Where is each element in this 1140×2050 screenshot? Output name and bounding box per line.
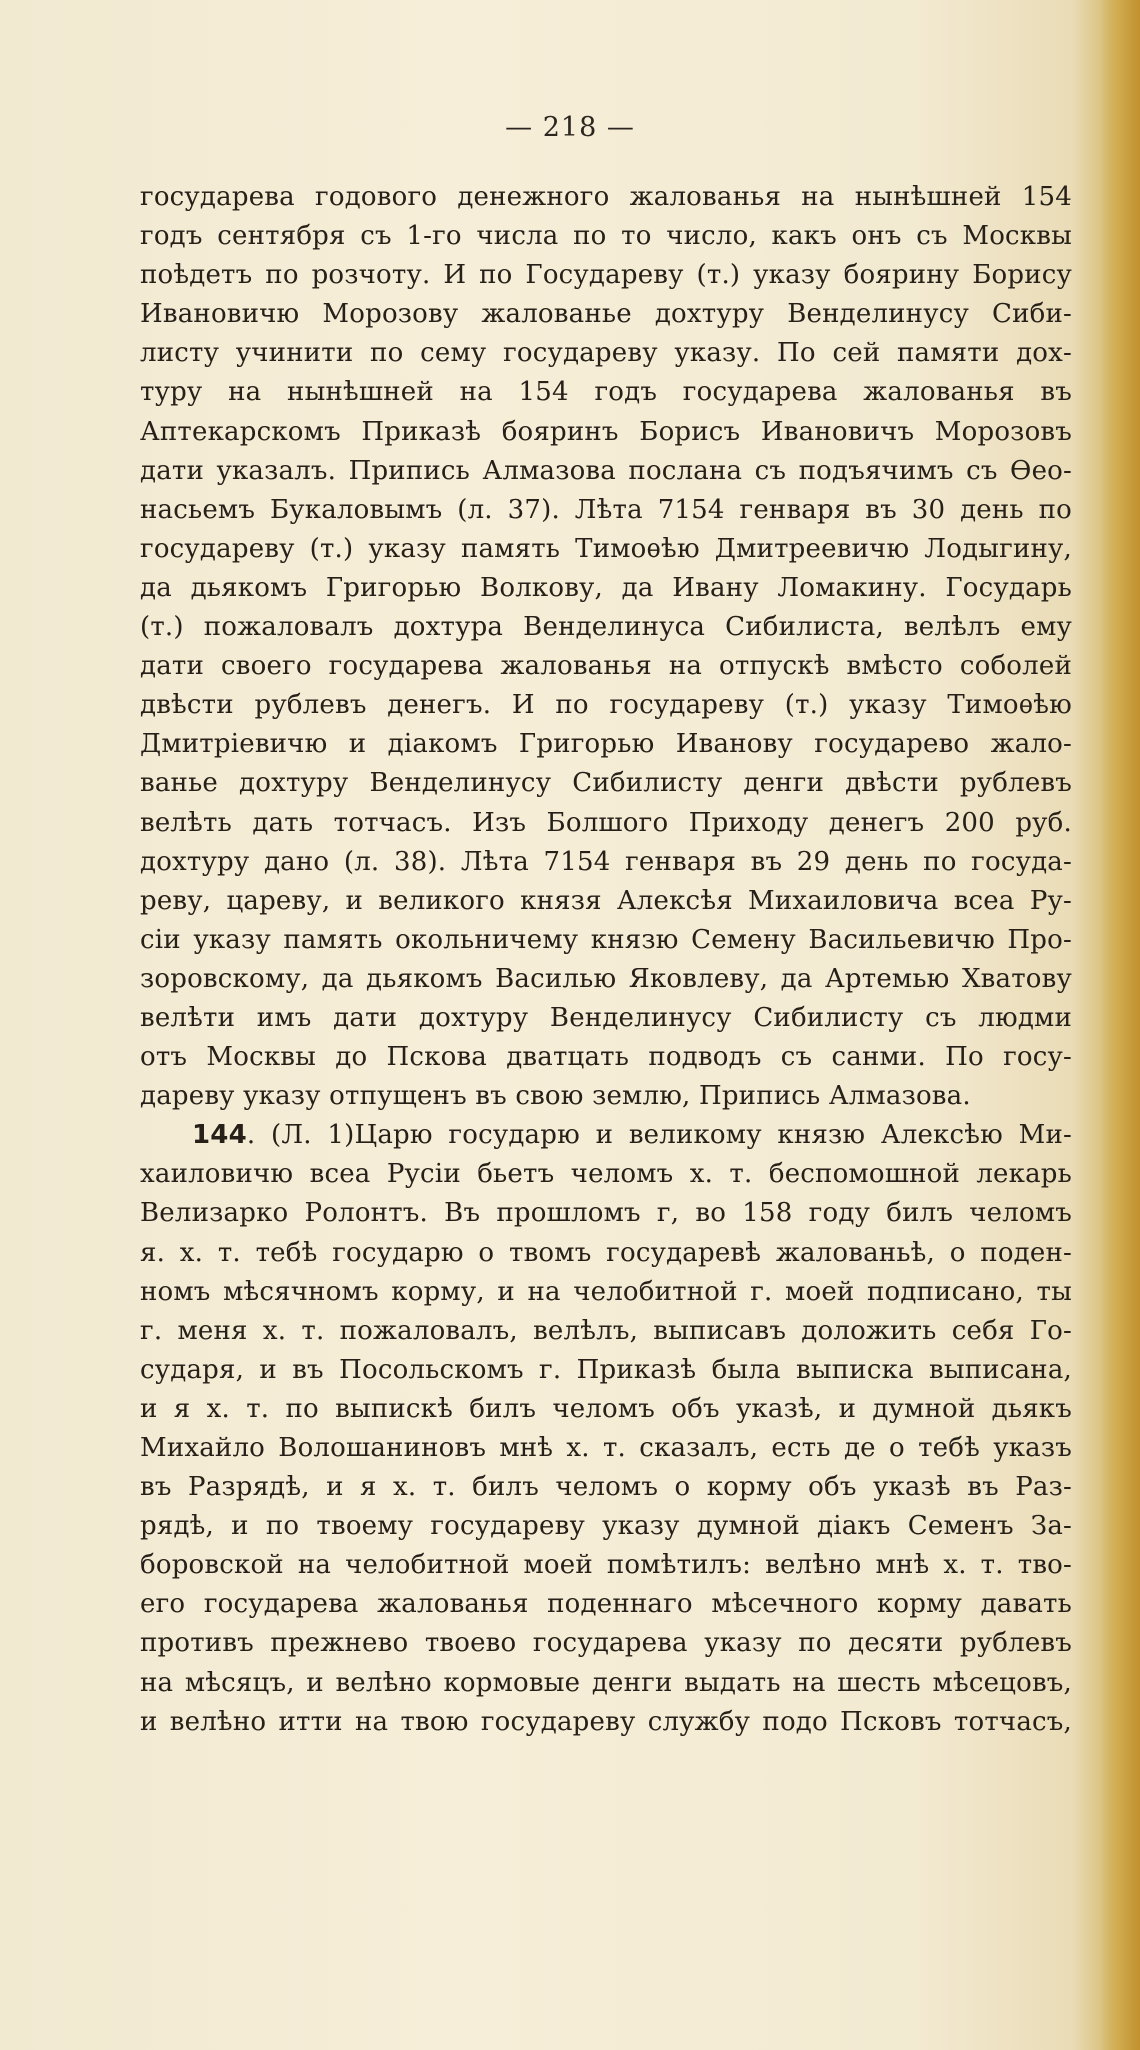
text-line: хаиловичю всеа Русiи бьетъ челомъ х. т. беспомошной лекарь: [140, 1159, 1072, 1190]
text-line: г. меня х. т. пожаловалъ, велѣлъ, выписавъ доложить себя Го-: [140, 1315, 1072, 1346]
text-line: его государева жалованья поденнаго мѣсечного корму давать: [140, 1589, 1072, 1620]
text-line: Дмитрiевичю и дiакомъ Григорью Иванову государево жало-: [140, 729, 1072, 760]
text-line: зоровскому, да дьякомъ Василью Яковлеву, да Артемью Хватову: [140, 963, 1072, 994]
text-line: дохтуру дано (л. 38). Лѣта 7154 генваря въ 29 день по госуда-: [140, 846, 1072, 877]
text-line: и велѣно итти на твою государеву службу подо Псковъ тотчасъ,: [140, 1706, 1072, 1737]
paragraph-144-first-line-text: . (Л. 1)Царю государю и великому князю Алексѣю Ми-: [246, 1120, 1072, 1151]
page-text: [140, 178, 1072, 1742]
text-line: дареву указу отпущенъ въ свою землю, Припись Алмазова.: [140, 1081, 971, 1112]
text-line: государева годового денежного жалованья на нынѣшней 154: [140, 182, 1072, 212]
text-line: Велизарко Ролонтъ. Въ прошломъ г, во 158 году билъ челомъ: [140, 1198, 1072, 1229]
text-line: поѣдетъ по розчоту. И по Государеву (т.) указу боярину Борису: [140, 260, 1072, 291]
page-number: — 218 —: [505, 112, 635, 143]
text-line: да дьякомъ Григорью Волкову, да Ивану Ломакину. Государь: [140, 572, 1072, 603]
paragraph-144: [140, 1155, 1072, 1741]
text-line: я. х. т. тебѣ государю о твомъ государевѣ жалованьѣ, о поден-: [140, 1237, 1072, 1268]
text-line: сiи указу память окольничему князю Семену Васильевичю Про-: [140, 924, 1072, 955]
text-line: (т.) пожаловалъ дохтура Венделинуса Сибилиста, велѣлъ ему: [140, 612, 1072, 643]
text-line: противъ прежнево твоево государева указу по десяти рублевъ: [140, 1628, 1072, 1659]
text-line: велѣть дать тотчасъ. Изъ Болшого Приходу денегъ 200 руб.: [140, 807, 1072, 838]
text-line: ванье дохтуру Венделинусу Сибилисту денги двѣсти рублевъ: [140, 768, 1072, 799]
text-line: рядѣ, и по твоему государеву указу думной дiакъ Семенъ За-: [140, 1511, 1072, 1542]
text-line: Ивановичю Морозову жалованье дохтуру Венделинусу Сиби-: [140, 299, 1072, 330]
text-line: на мѣсяцъ, и велѣно кормовые денги выдать на шесть мѣсецовъ,: [140, 1667, 1072, 1698]
text-line: номъ мѣсячномъ корму, и на челобитной г. моей подписано, ты: [140, 1276, 1072, 1307]
text-line: Аптекарскомъ Приказѣ бояринъ Борисъ Ивановичъ Морозовъ: [140, 416, 1072, 447]
text-line: велѣти имъ дати дохтуру Венделинусу Сибилисту съ людми: [140, 1002, 1072, 1033]
text-line: и я х. т. по выпискѣ билъ челомъ объ указѣ, и думной дьякъ: [140, 1393, 1072, 1424]
text-line: сударя, и въ Посольскомъ г. Приказѣ была выписка выписана,: [140, 1354, 1072, 1385]
page-spine-shadow: [1100, 0, 1140, 2050]
text-line: насьемъ Букаловымъ (л. 37). Лѣта 7154 генваря въ 30 день по: [140, 494, 1072, 525]
paragraph-143: [140, 178, 1072, 1116]
text-line: отъ Москвы до Пскова дватцать подводъ съ санми. По госу-: [140, 1042, 1072, 1073]
text-line: государеву (т.) указу память Тимоѳѣю Дмитреевичю Лодыгину,: [140, 533, 1072, 564]
text-line: дати указалъ. Припись Алмазова послана съ подъячимъ съ Ѳео-: [140, 455, 1072, 486]
text-line: годъ сентября съ 1-го числа по то число, какъ онъ съ Москвы: [140, 221, 1072, 252]
text-line: реву, цареву, и великого князя Алексѣя Михаиловича всеа Ру-: [140, 885, 1072, 916]
text-line: дати своего государева жалованья на отпускѣ вмѣсто соболей: [140, 651, 1072, 682]
text-line: туру на нынѣшней на 154 годъ государева жалованья въ: [140, 377, 1072, 408]
text-line: листу учинити по сему государеву указу. По сей памяти дох-: [140, 338, 1072, 369]
paragraph-144-number: 144: [192, 1120, 247, 1151]
text-line: боровской на челобитной моей помѣтилъ: велѣно мнѣ х. т. тво-: [140, 1550, 1072, 1581]
paragraph-144-first-line: [140, 1116, 1072, 1155]
text-line: двѣсти рублевъ денегъ. И по государеву (т.) указу Тимоѳѣю: [140, 690, 1072, 721]
text-line: Михайло Волошаниновъ мнѣ х. т. сказалъ, есть де о тебѣ указъ: [140, 1433, 1072, 1463]
text-line: въ Разрядѣ, и я х. т. билъ челомъ о корму объ указѣ въ Раз-: [140, 1472, 1072, 1503]
